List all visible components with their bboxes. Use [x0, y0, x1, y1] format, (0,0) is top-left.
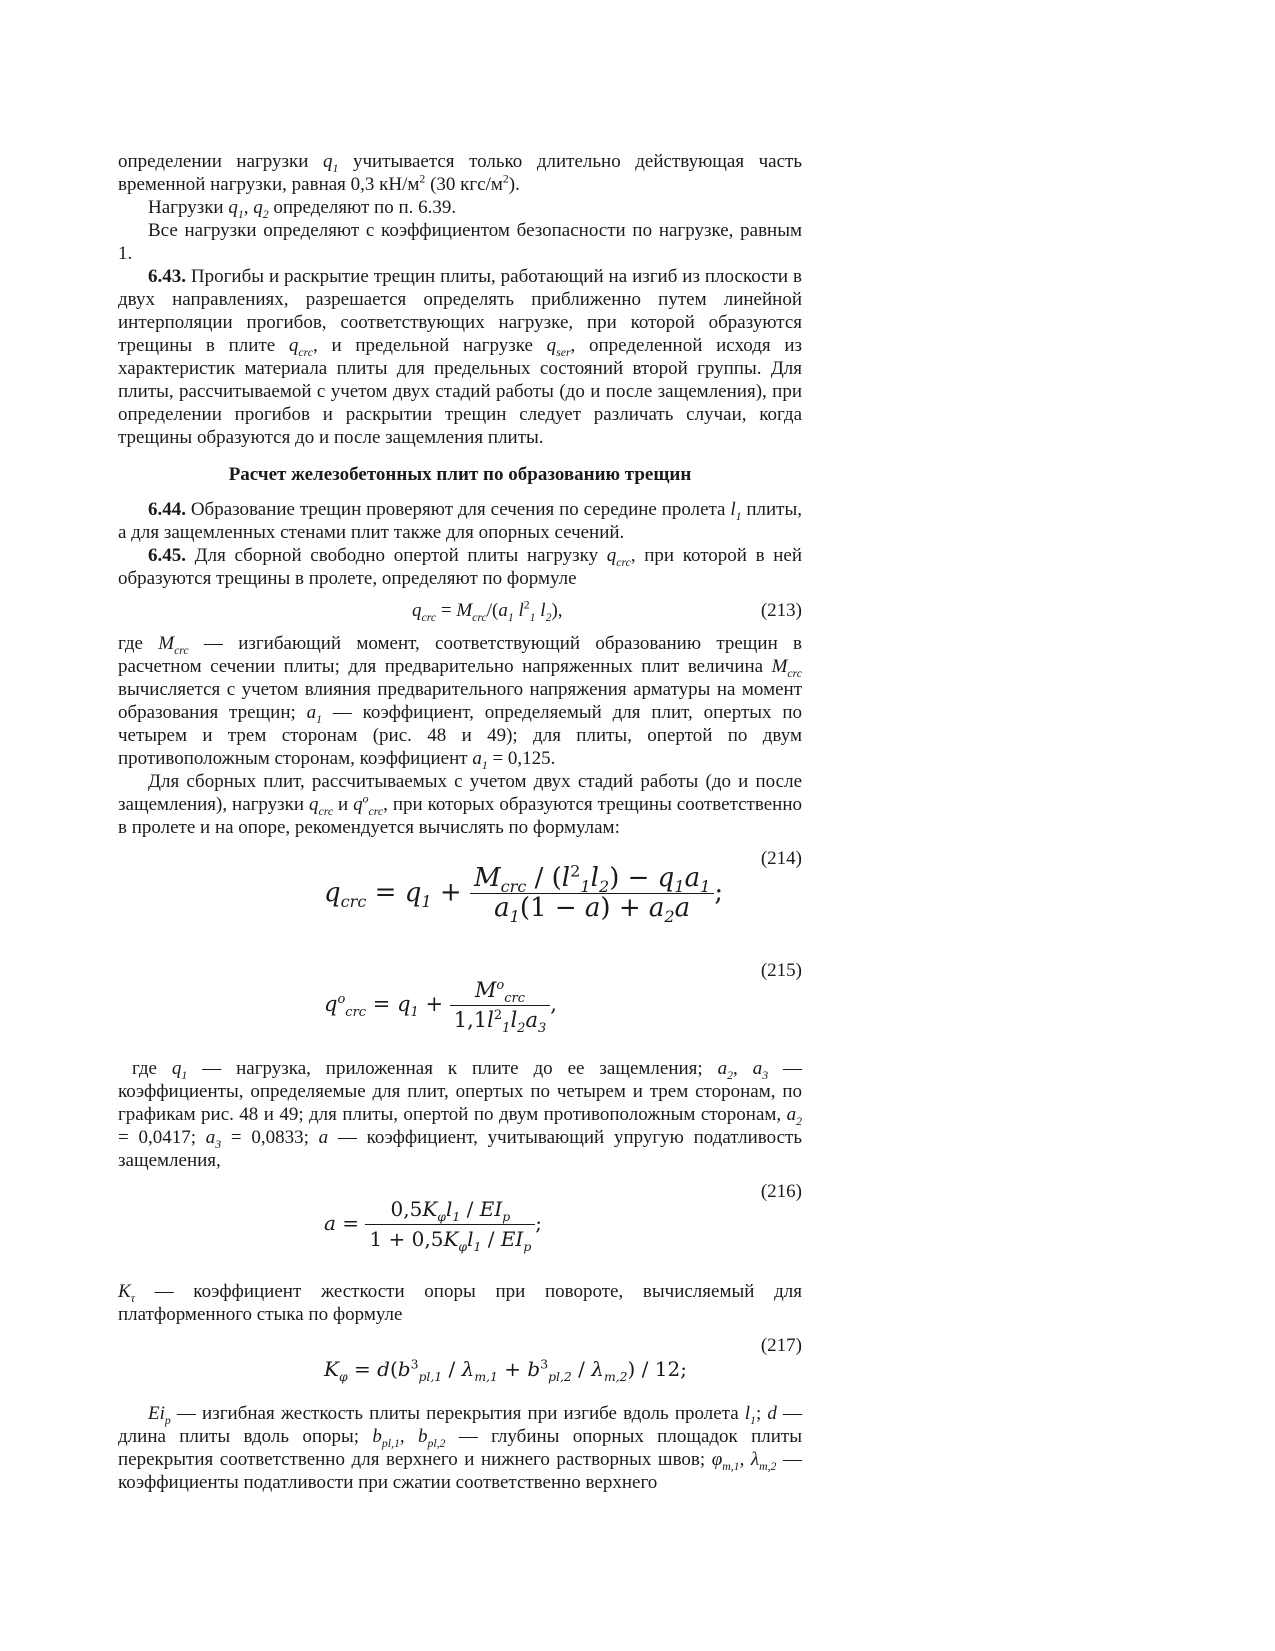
equation-214-expression: $q_{crc} = q_1$ + $\frac{M_{crc} / (l^2_1l_2) - q_1a_1}{a_1(1 - a) + a_2a}$ ;	[324, 861, 724, 927]
equation-215-number: (215)	[760, 960, 802, 981]
equation-217-expression: $K_\varphi = d(b^3_{pl,1} / \lambda_{m,1} + b^3_{pl,2} / \lambda_{m,2}) / 12$;	[324, 1356, 687, 1384]
equation-213	[118, 596, 802, 626]
paragraph-loads-q1-q2: Нагрузки $q_1$, $q_2$ определяют по п. 6.39.	[148, 197, 457, 221]
paragraph-two-stages: Для сборных плит, рассчитываемых с учетом двух стадий работы (до и после защемления), нагрузки $q_{crc}$ и $q^o_{crc}$, при которых образуются трещины соответственно в пролете и на опоре, рекомендуется вычислять по формулам:	[118, 771, 802, 838]
document-page	[118, 150, 802, 1494]
paragraph-load-definition: определении нагрузки $q_1$ учитывается только длительно действующая часть временной нагрузки, равная 0,3 $кН/м^2$ (30 кгс/$м^2$).	[118, 151, 803, 195]
equation-216-fraction: $\frac{0,5K_\varphi l_1 / EI_p}{1 + 0,5K_\varphi l_1 / EI_p}$	[365, 1198, 535, 1251]
equation-214-number: (214)	[760, 848, 802, 869]
paragraph-mcrc-definition: где $M_{crc}$ — изгибающий момент, соответствующий образованию трещин в расчетном сечении плиты; для предварительно напряженных плит величина $M_{crc}$ вычисляется с учетом влияния предварительного напряжения арматуры на момент образования трещин; $a_1$ — коэффициент, определяемый для плит, опертых по четырем и трем сторонам (рис. 48 и 49); для плиты, опертой по двум противоположным сторонам, коэффициент $a_1 = 0,125$.	[118, 633, 803, 772]
equation-215-expression: $q^o_{crc} = q_1$ + $\frac{M^o_{crc}}{1,1l^2_1l_2a_3}$ ,	[324, 978, 557, 1037]
paragraph-safety-factor: Все нагрузки определяют с коэффициентом безопасности по нагрузке, равным 1.	[118, 220, 802, 264]
paragraph-6-44: 6.44. Образование трещин проверяют для сечения по середине пролета $l_1$ плиты, а для защемленных стенами плит также для опорных сечений.	[118, 499, 802, 543]
equation-214-fraction: $\frac{M_{crc} / (l^2_1l_2) - q_1a_1}{a_1(1 - a) + a_2a}$	[470, 867, 714, 920]
equation-213-number: (213)	[760, 600, 802, 621]
paragraph-6-43: 6.43. Прогибы и раскрытие трещин плиты, работающий на изгиб из плоскости в двух направлениях, разрешается определять приближенно путем линейной интерполяции прогибов, соответствующих нагрузке, при которой образуются трещины в плите $q_{crc}$, и предельной нагрузке $q_{ser}$, определенной исходя из характеристик материала плиты для предельных состояний второй группы. Для плиты, рассчитываемой с учетом двух стадий работы (до и после защемления), при определении прогибов и раскрытии трещин следует различать случаи, когда трещины образуются до и после защемления плиты.	[118, 266, 802, 448]
paragraph-k-definition: $K_\tau$ — коэффициент жесткости опоры при повороте, вычисляемый для платформенного стыка по формуле	[118, 1281, 802, 1325]
equation-217	[118, 1334, 802, 1394]
equation-216-expression: a = $\frac{0,5K_\varphi l_1 / EI_p}{1 + 0,5K_\varphi l_1 / EI_p}$ ;	[324, 1197, 543, 1254]
paragraph-eip-definition: $Ei_p$ — изгибная жесткость плиты перекрытия при изгибе вдоль пролета $l_1$; d — длина плиты вдоль опоры; $b_{pl,1}$, $b_{pl,2}$ — глубины опорных площадок плиты перекрытия соответственно для верхнего и нижнего растворных швов; $\varphi_{m,1}$, $\lambda_{m,2}$ — коэффициенты податливости при сжатии соответственно верхнего	[118, 1403, 802, 1493]
equation-215	[118, 959, 802, 1049]
section-heading: Расчет железобетонных плит по образованию трещин	[228, 464, 692, 485]
equation-217-number: (217)	[760, 1335, 802, 1356]
equation-216-number: (216)	[760, 1181, 802, 1202]
equation-213-expression: $q_{crc} = M_{crc}/(a_1$ $l^2_1$ $l_2$),	[412, 598, 563, 624]
equation-214	[118, 847, 802, 951]
equation-215-fraction: $\frac{M^o_{crc}}{1,1l^2_1l_2a_3}$	[450, 979, 551, 1032]
paragraph-q1-coefficients: где $q_1$ — нагрузка, приложенная к плите до ее защемления; $a_2$, $a_3$ — коэффициенты, определяемые для плит, опертых по четырем и трем сторонам, по графикам рис. 48 и 49; для плиты, опертой по двум противоположным сторонам, $a_2 = 0,0417$; $a_3 = 0,0833$; a — коэффициент, учитывающий упругую податливость защемления,	[118, 1058, 803, 1171]
equation-216	[118, 1180, 802, 1272]
paragraph-6-45: 6.45. Для сборной свободно опертой плиты нагрузку $q_{crc}$, при которой в ней образуются трещины в пролете, определяют по формуле	[118, 545, 803, 589]
